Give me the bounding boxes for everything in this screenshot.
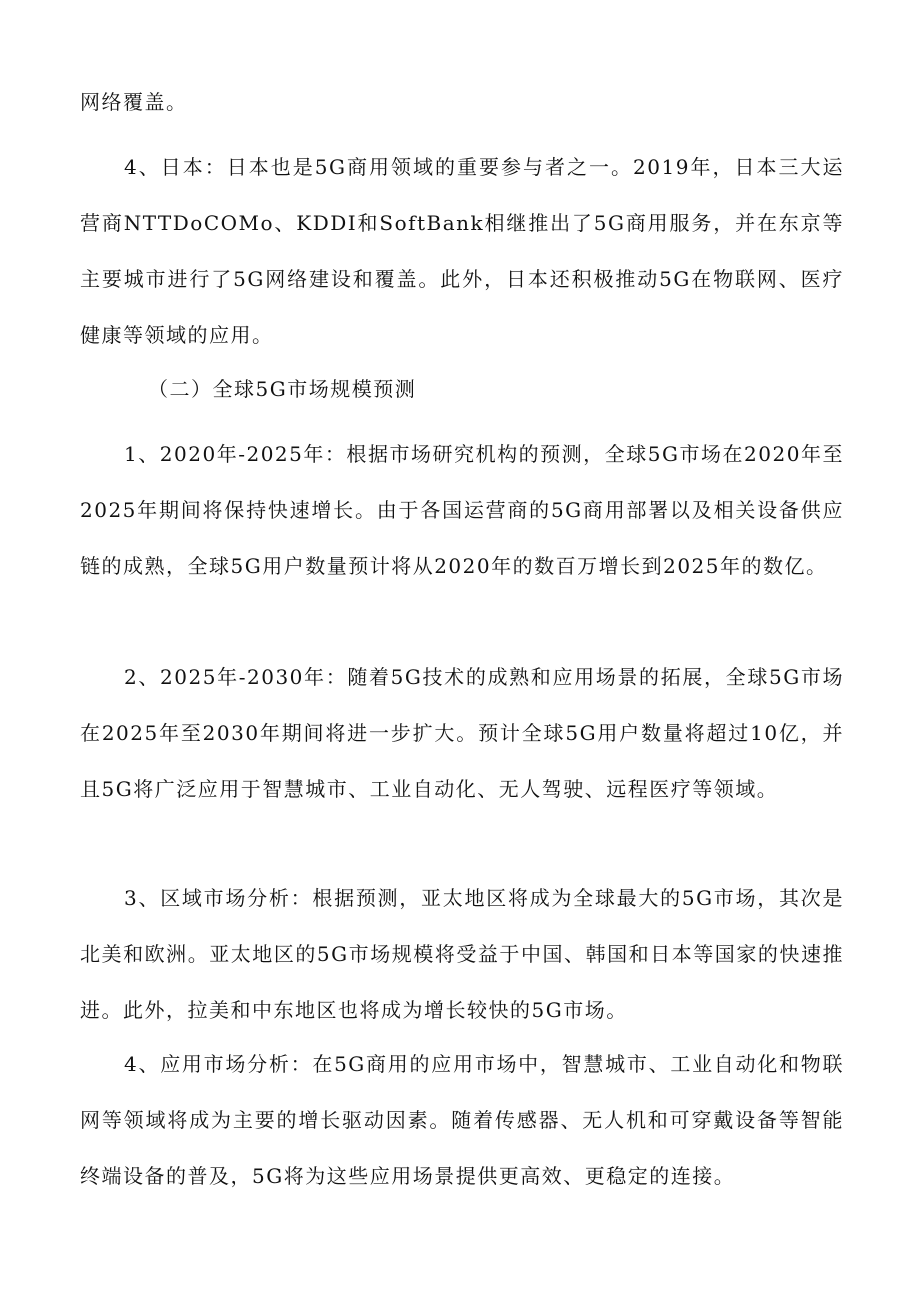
- paragraph-regional-analysis: 3、区域市场分析：根据预测，亚太地区将成为全球最大的5G市场，其次是北美和欧洲。亚太地区的5G市场规模将受益于中国、韩国和日本等国家的快速推进。此外，拉美和中东地区也将成为增长较快的5G市场。: [80, 886, 844, 1022]
- section-heading: （二）全球5G市场规模预测: [148, 377, 417, 401]
- paragraph-forecast-2020-2025: 1、2020年-2025年：根据市场研究机构的预测，全球5G市场在2020年至2025年期间将保持快速增长。由于各国运营商的5G商用部署以及相关设备供应链的成熟，全球5G用户数量预计将从2020年的数百万增长到2025年的数亿。: [80, 442, 844, 578]
- paragraph-continuation: 网络覆盖。: [80, 90, 188, 114]
- paragraph-japan: 4、日本：日本也是5G商用领域的重要参与者之一。2019年，日本三大运营商NTTDoCOMo、KDDI和SoftBank相继推出了5G商用服务，并在东京等主要城市进行了5G网络建设和覆盖。此外，日本还积极推动5G在物联网、医疗健康等领域的应用。: [80, 155, 844, 347]
- paragraph-application-analysis: 4、应用市场分析：在5G商用的应用市场中，智慧城市、工业自动化和物联网等领域将成为主要的增长驱动因素。随着传感器、无人机和可穿戴设备等智能终端设备的普及，5G将为这些应用场景提供更高效、更稳定的连接。: [80, 1052, 844, 1188]
- paragraph-forecast-2025-2030: 2、2025年-2030年：随着5G技术的成熟和应用场景的拓展，全球5G市场在2025年至2030年期间将进一步扩大。预计全球5G用户数量将超过10亿，并且5G将广泛应用于智慧城市、工业自动化、无人驾驶、远程医疗等领域。: [80, 665, 844, 801]
